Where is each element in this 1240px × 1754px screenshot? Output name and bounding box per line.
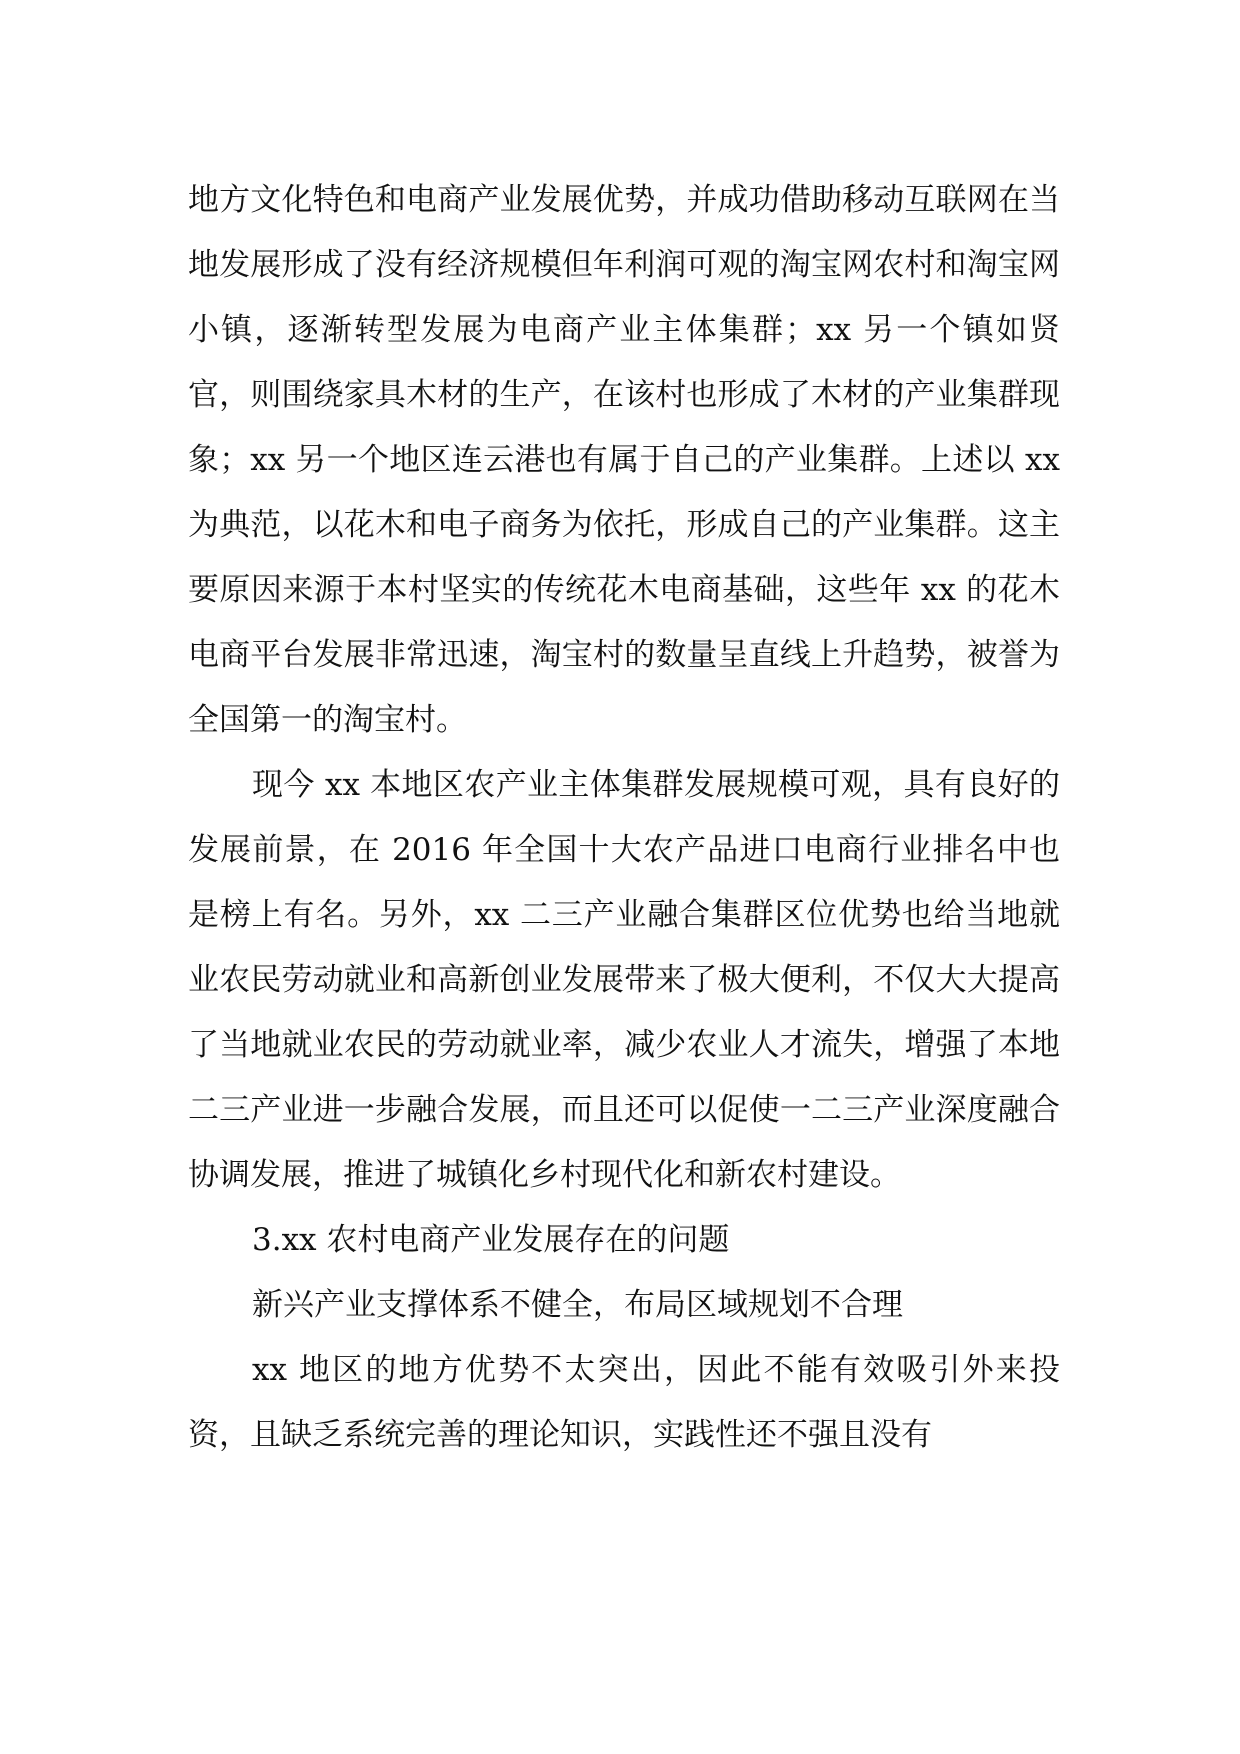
section-heading: 3.xx 农村电商产业发展存在的问题 — [252, 1222, 730, 1258]
paragraph-2: 现今 xx 本地区农产业主体集群发展规模可观，具有良好的发展前景，在 2016 年全国十大农产品进口电商行业排名中也是榜上有名。另外，xx 二三产业融合集群区位优势也给当地就业农民劳动就业和高新创业发展带来了极大便利，不仅大大提高了当地就业农民的劳动就业率，减少农业人才流失，增强了本地二三产业进一步融合发展，而且还可以促使一二三产业深度融合协调发展，推进了城镇化乡村现代化和新农村建设。 — [188, 767, 1060, 1193]
paragraph-3: xx 地区的地方优势不太突出，因此不能有效吸引外来投资，且缺乏系统完善的理论知识，实践性还不强且没有 — [188, 1352, 1060, 1453]
paragraph-1: 地方文化特色和电商产业发展优势，并成功借助移动互联网在当地发展形成了没有经济规模但年利润可观的淘宝网农村和淘宝网小镇，逐渐转型发展为电商产业主体集群；xx 另一个镇如贤官，则围绕家具木材的生产，在该村也形成了木材的产业集群现象；xx 另一个地区连云港也有属于自己的产业集群。上述以 xx 为典范，以花木和电子商务为依托，形成自己的产业集群。这主要原因来源于本村坚实的传统花木电商基础，这些年 xx 的花木电商平台发展非常迅速，淘宝村的数量呈直线上升趋势，被誉为全国第一的淘宝村。 — [188, 182, 1060, 738]
subsection-heading: 新兴产业支撑体系不健全，布局区域规划不合理 — [252, 1287, 903, 1323]
document-body — [188, 168, 1060, 1468]
